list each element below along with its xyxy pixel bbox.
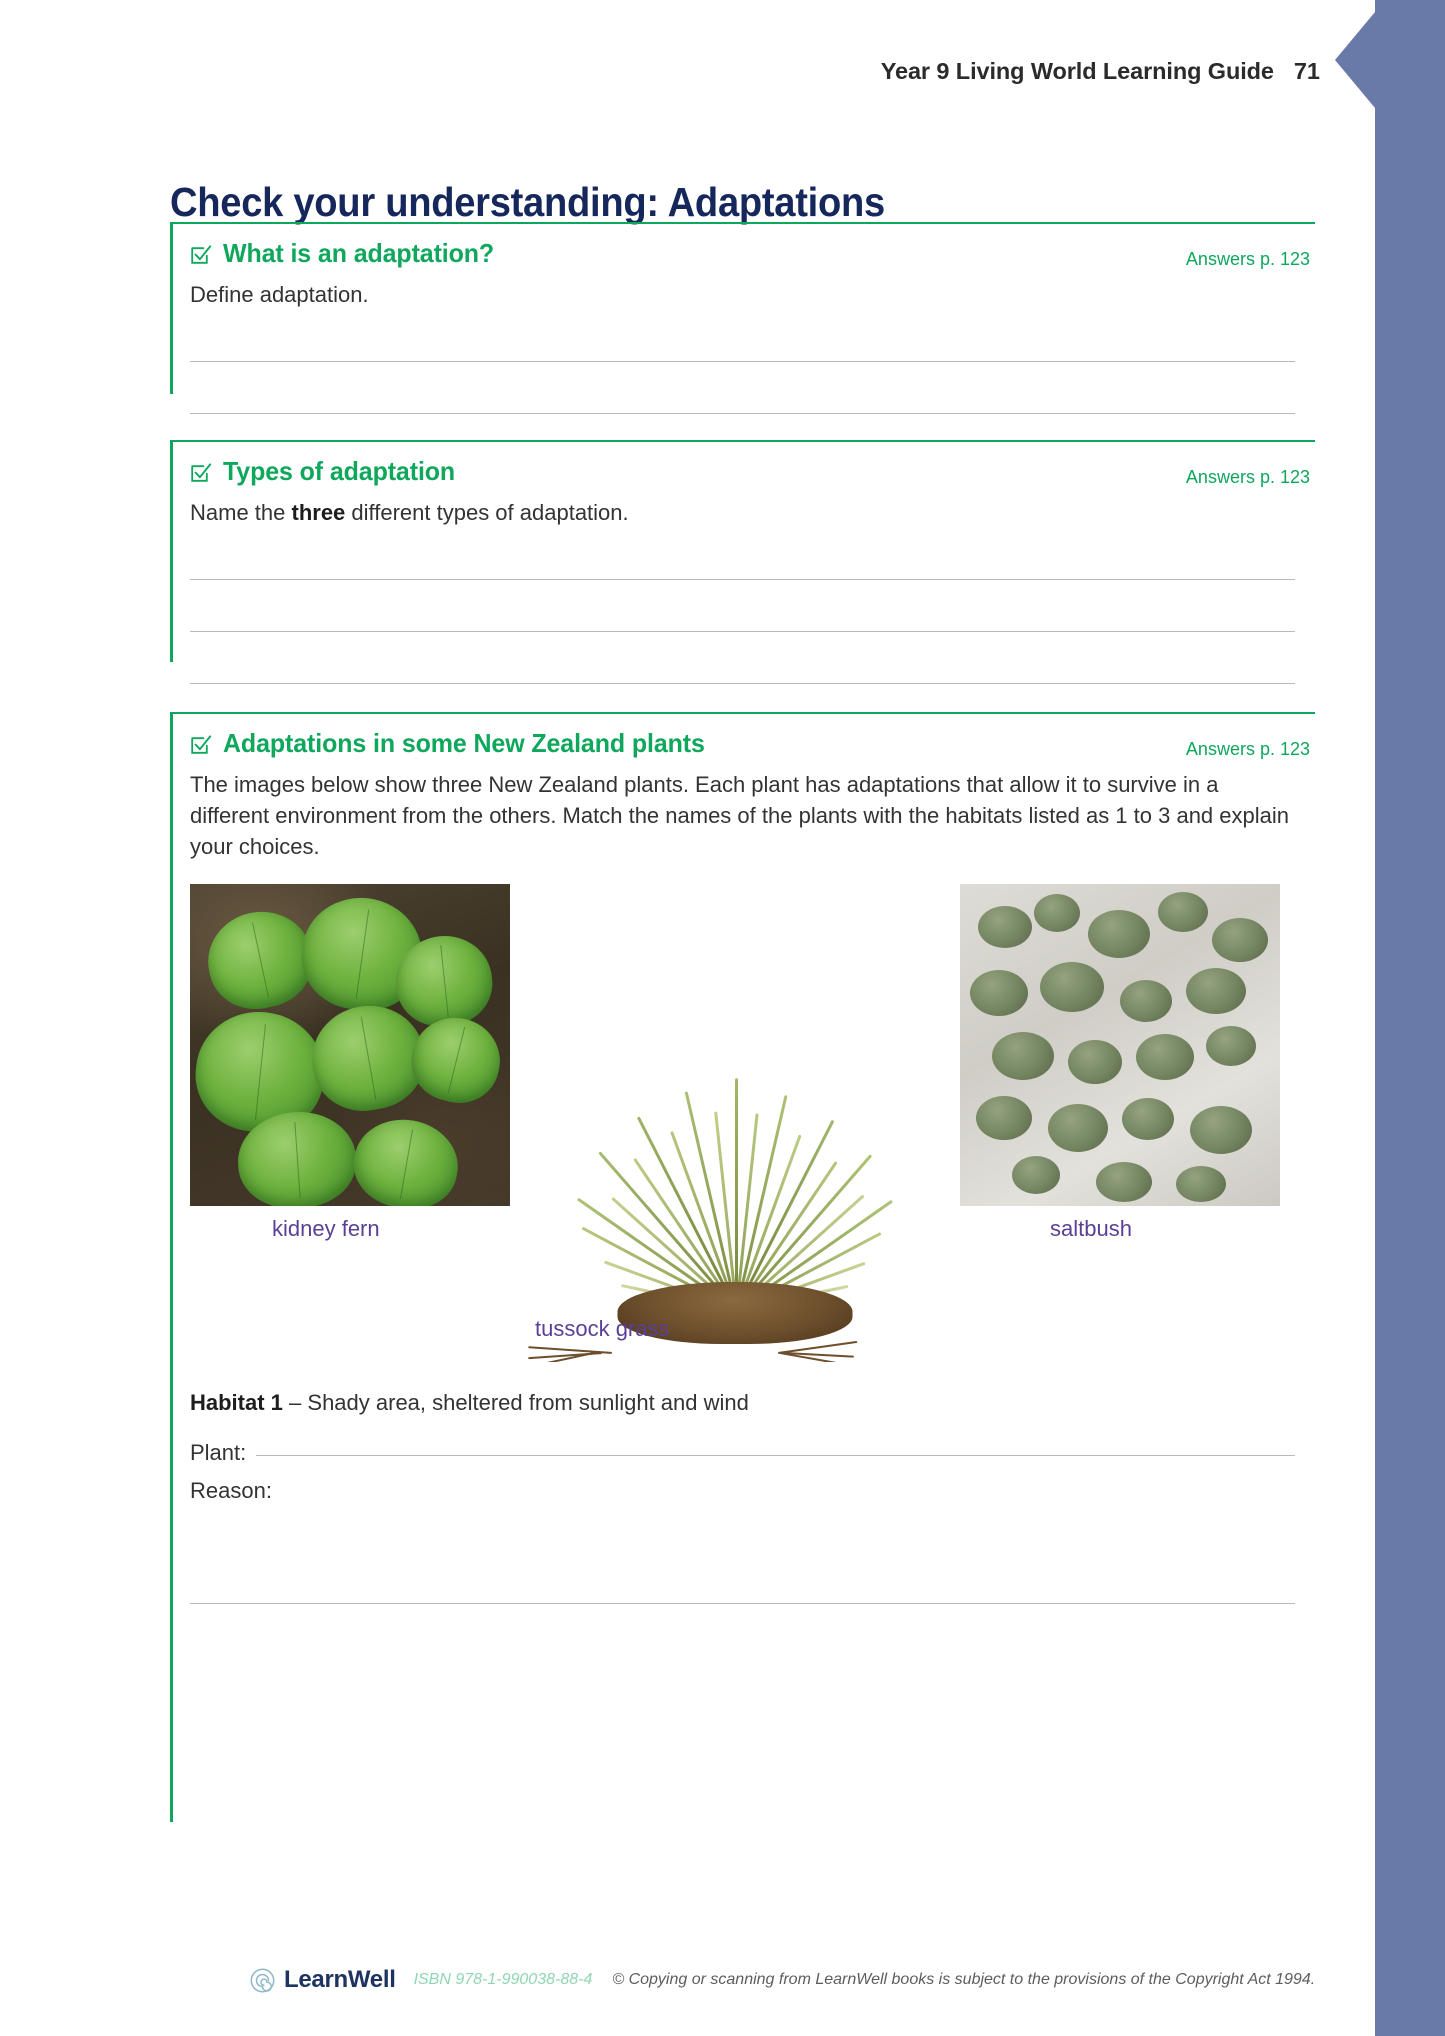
learnwell-wordmark: LearnWell — [284, 1966, 396, 1993]
answer-line[interactable] — [190, 580, 1295, 632]
reason-answer-lines[interactable] — [173, 1552, 1315, 1604]
question-1-header — [173, 224, 1315, 270]
tussock-grass-photo — [462, 1024, 1008, 1362]
isbn-text: ISBN 978-1-990038-88-4 — [413, 1971, 593, 1988]
question-1-prompt: Define adaptation. — [190, 281, 369, 307]
checkbox-checked-icon — [190, 734, 212, 756]
running-header — [881, 58, 1320, 85]
plant-images-group — [190, 884, 1280, 1362]
answer-line[interactable] — [190, 632, 1295, 684]
reason-label-row — [173, 1478, 1315, 1504]
prompt-emphasis: three — [291, 499, 346, 525]
page-edge-ribbon — [1375, 0, 1445, 2036]
kidney-fern-caption: kidney fern — [272, 1216, 380, 1242]
habitat-1-dash: – — [282, 1390, 308, 1416]
learnwell-logo — [250, 1966, 396, 1994]
habitat-1-line — [173, 1362, 1315, 1416]
page-number: 71 — [1293, 58, 1320, 84]
question-3-answers-ref: Answers p. 123 — [1185, 738, 1310, 759]
habitat-1-label: Habitat 1 — [190, 1390, 283, 1416]
page-footer — [250, 1966, 1315, 1994]
question-1-heading: What is an adaptation? — [223, 238, 495, 268]
page-title: Check your understanding: Adaptations — [170, 179, 885, 226]
question-1-answers-ref: Answers p. 123 — [1185, 248, 1310, 269]
learnwell-spiral-icon — [250, 1968, 275, 1993]
saltbush-photo — [960, 884, 1280, 1206]
question-block-1 — [170, 222, 1315, 394]
tussock-grass-caption: tussock grass — [535, 1316, 670, 1342]
question-3-header — [173, 714, 1315, 760]
question-block-3 — [170, 712, 1315, 1822]
answer-line[interactable] — [190, 528, 1295, 580]
prompt-suffix: different types of adaptation. — [345, 499, 629, 525]
question-2-header — [173, 442, 1315, 488]
reason-label: Reason: — [190, 1478, 272, 1504]
running-header-title: Year 9 Living World Learning Guide — [880, 58, 1274, 84]
question-2-prompt — [173, 488, 1315, 528]
question-1-answer-lines[interactable] — [173, 310, 1315, 414]
saltbush-caption: saltbush — [1050, 1216, 1132, 1242]
habitat-1-description: Shady area, sheltered from sunlight and wind — [307, 1390, 749, 1416]
plant-answer-row[interactable] — [173, 1440, 1315, 1466]
question-2-answers-ref: Answers p. 123 — [1185, 466, 1310, 487]
checkbox-checked-icon — [190, 462, 212, 484]
checkbox-checked-icon — [190, 244, 212, 266]
question-2-heading: Types of adaptation — [223, 456, 456, 486]
answer-line[interactable] — [190, 362, 1295, 414]
answer-line[interactable] — [190, 1552, 1295, 1604]
question-3-heading: Adaptations in some New Zealand plants — [223, 728, 705, 758]
question-2-answer-lines[interactable] — [173, 528, 1315, 684]
prompt-prefix: Name the — [190, 499, 292, 525]
plant-label: Plant: — [190, 1440, 247, 1466]
question-3-prompt: The images below show three New Zealand plants. Each plant has adaptations that allow it to survive in a different environment from the others. Match the names of the plants with the habitats listed as 1 to 3 and explain your choices. — [190, 771, 1290, 859]
question-block-2 — [170, 440, 1315, 662]
plant-answer-line[interactable] — [256, 1455, 1295, 1456]
answer-line[interactable] — [190, 310, 1295, 362]
copyright-text: © Copying or scanning from LearnWell books is subject to the provisions of the Copyright Act 1994. — [612, 1971, 1316, 1988]
